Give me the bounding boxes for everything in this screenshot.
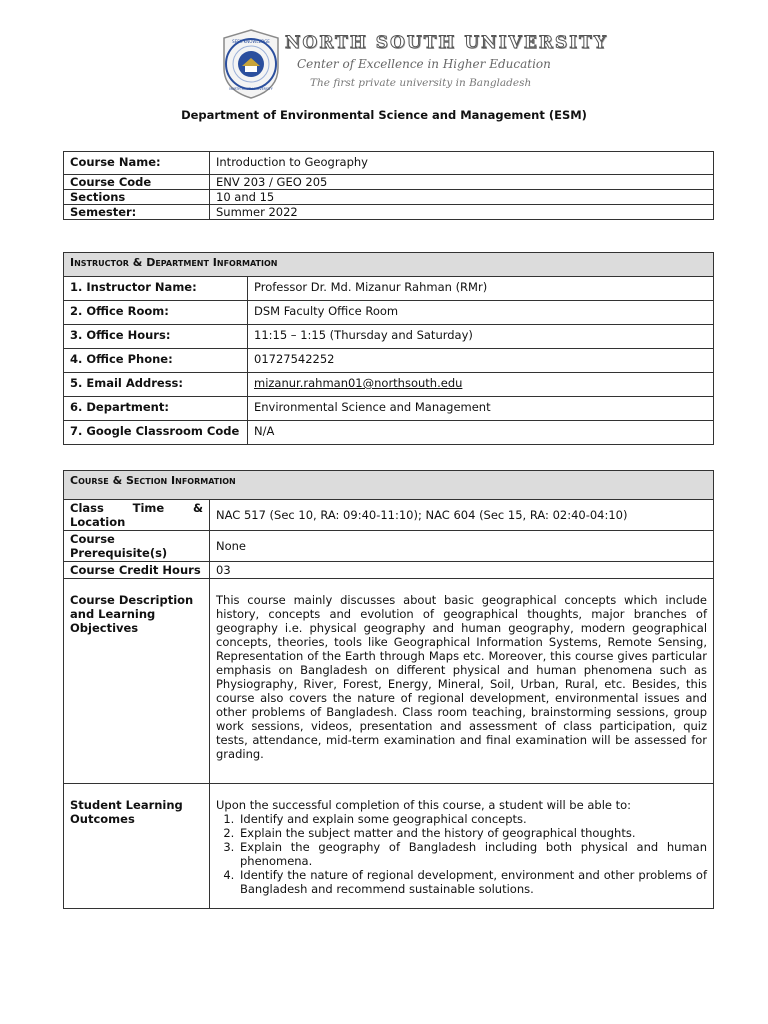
table-row [64, 397, 714, 421]
outcomes-label: Student Learning Outcomes [64, 784, 210, 909]
prerequisite-value: None [210, 531, 714, 562]
table-row [64, 301, 714, 325]
table-row [64, 784, 714, 909]
office-room-label: 2. Office Room: [64, 301, 248, 325]
university-subtagline: The first private university in Bangladesh [310, 77, 532, 89]
instructor-name-label: 1. Instructor Name: [64, 277, 248, 301]
list-item: 2. Explain the subject matter and the history of geographical thoughts. [238, 826, 707, 840]
email-label: 5. Email Address: [64, 373, 248, 397]
university-tagline: Center of Excellence in Higher Education [297, 57, 551, 71]
credit-hours-label: Course Credit Hours [64, 562, 210, 579]
table-row [64, 531, 714, 562]
university-seal-icon [220, 28, 282, 100]
office-room-value: DSM Faculty Office Room [248, 301, 714, 325]
department-label: 6. Department: [64, 397, 248, 421]
course-name-value: Introduction to Geography [210, 152, 714, 175]
course-info-table [63, 151, 714, 220]
office-hours-value: 11:15 – 1:15 (Thursday and Saturday) [248, 325, 714, 349]
course-section-table [63, 470, 714, 909]
table-row [64, 175, 714, 190]
list-item: 1. Identify and explain some geographical concepts. [238, 812, 707, 826]
office-phone-label: 4. Office Phone: [64, 349, 248, 373]
email-value [248, 373, 714, 397]
sections-label: Sections [64, 190, 210, 205]
office-hours-label: 3. Office Hours: [64, 325, 248, 349]
credit-hours-value: 03 [210, 562, 714, 579]
university-header [0, 24, 768, 104]
course-name-label: Course Name: [64, 152, 210, 175]
instructor-info-table [63, 252, 714, 445]
department-title: Department of Environmental Science and Management (ESM) [181, 108, 587, 122]
seal-text-top: SEEK KNOWLEDGE [232, 39, 270, 44]
sections-value: 10 and 15 [210, 190, 714, 205]
outcomes-list [216, 812, 707, 896]
classroom-code-value: N/A [248, 421, 714, 445]
description-label: Course Description and Learning Objectives [64, 579, 210, 784]
list-item: 3. Explain the geography of Bangladesh including both physical and human phenomena. [238, 840, 707, 868]
class-time-label: Class Time & Location [64, 500, 210, 531]
email-link[interactable]: mizanur.rahman01@northsouth.edu [254, 376, 463, 390]
table-row [64, 205, 714, 220]
semester-value: Summer 2022 [210, 205, 714, 220]
section-header-row [64, 471, 714, 500]
instructor-name-value: Professor Dr. Md. Mizanur Rahman (RMr) [248, 277, 714, 301]
seal-text-bottom: NORTH SOUTH UNIVERSITY [229, 87, 273, 91]
semester-label: Semester: [64, 205, 210, 220]
class-time-value: NAC 517 (Sec 10, RA: 09:40-11:10); NAC 604 (Sec 15, RA: 02:40-04:10) [210, 500, 714, 531]
table-row [64, 421, 714, 445]
outcomes-intro: Upon the successful completion of this course, a student will be able to: [216, 798, 632, 812]
table-row [64, 500, 714, 531]
section-header-row [64, 253, 714, 277]
instructor-section-heading: Instructor & Department Information [64, 253, 714, 277]
table-row [64, 562, 714, 579]
table-row [64, 349, 714, 373]
course-section-heading: Course & Section Information [64, 471, 714, 500]
table-row [64, 277, 714, 301]
table-row [64, 325, 714, 349]
outcomes-cell [210, 784, 714, 909]
table-row [64, 190, 714, 205]
prerequisite-label: Course Prerequisite(s) [64, 531, 210, 562]
table-row [64, 579, 714, 784]
course-code-value: ENV 203 / GEO 205 [210, 175, 714, 190]
office-phone-value: 01727542252 [248, 349, 714, 373]
department-value: Environmental Science and Management [248, 397, 714, 421]
table-row [64, 152, 714, 175]
course-code-label: Course Code [64, 175, 210, 190]
classroom-code-label: 7. Google Classroom Code [64, 421, 248, 445]
table-row [64, 373, 714, 397]
university-name: NORTH SOUTH UNIVERSITY [285, 33, 608, 53]
list-item: 4. Identify the nature of regional development, environment and other problems of Bangladesh and recommend sustainable solutions. [238, 868, 707, 896]
description-value: This course mainly discusses about basic geographical concepts which include history, concepts and evolution of geographical thoughts, major branches of geography i.e. physical geography and human geography, modern geographical concepts, theories, tools like Geographical Information Systems, Remote Sensing, Representation of the Earth through Maps etc. Moreover, this course gives particular emphasis on Bangladesh on different physical and human phenomena such as Physiography, River, Forest, Energy, Mineral, Soil, Urban, Rural, etc. Besides, this course also covers the nature of regional development, environmental issues and other problems of Bangladesh. Class room teaching, brainstorming sessions, group work sessions, videos, presentation and assessment of class participation, quiz tests, attendance, mid-term examination and final examination will be assessed for grading. [210, 579, 714, 784]
